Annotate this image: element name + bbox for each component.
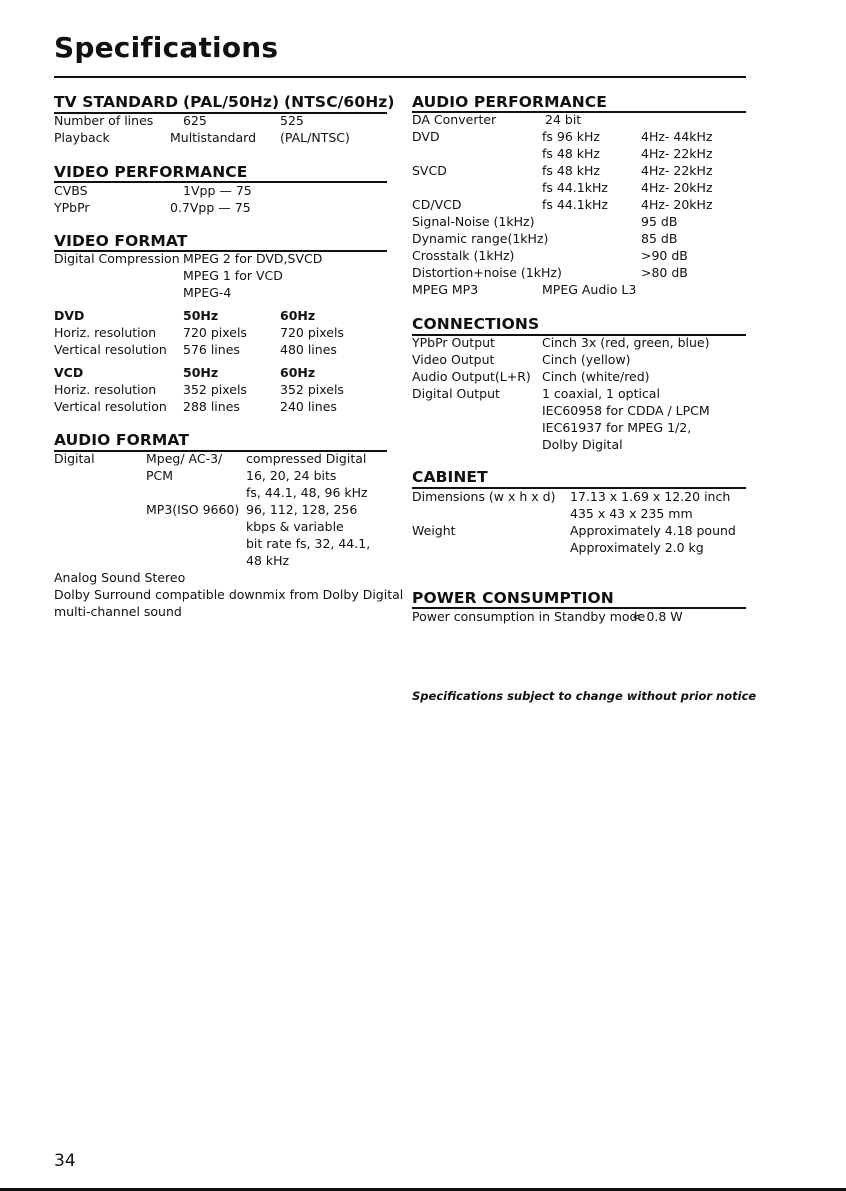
spec-label: Horiz. resolution bbox=[54, 325, 157, 340]
change-notice: Specifications subject to change without prior notice bbox=[412, 689, 757, 703]
spec-value: IEC61937 for MPEG 1/2, bbox=[542, 420, 692, 435]
format-desc: kbps & variable bbox=[246, 519, 344, 534]
dolby-note: Dolby Surround compatible downmix from Dolby Digital bbox=[54, 587, 404, 602]
spec-value: IEC60958 for CDDA / LPCM bbox=[542, 403, 710, 418]
spec-label: CVBS bbox=[54, 183, 88, 198]
audio-performance-heading: AUDIO PERFORMANCE bbox=[412, 93, 607, 111]
vcd-col2: 60Hz bbox=[280, 365, 316, 380]
spec-label: Crosstalk (1kHz) bbox=[412, 248, 515, 263]
spec-value: 720 pixels bbox=[183, 325, 247, 340]
spec-value: MPEG-4 bbox=[183, 285, 232, 300]
spec-value: 0.7Vpp — 75 bbox=[170, 200, 251, 215]
spec-value: 352 pixels bbox=[280, 382, 344, 397]
dvd-col1: 50Hz bbox=[183, 308, 219, 323]
spec-value: fs 96 kHz bbox=[542, 129, 600, 144]
spec-label: Vertical resolution bbox=[54, 342, 167, 357]
format-desc: 16, 20, 24 bits bbox=[246, 468, 337, 483]
power-heading: POWER CONSUMPTION bbox=[412, 589, 614, 607]
spec-value: Cinch (white/red) bbox=[542, 369, 650, 384]
spec-value: 480 lines bbox=[280, 342, 337, 357]
spec-value: 352 pixels bbox=[183, 382, 247, 397]
spec-label: Vertical resolution bbox=[54, 399, 167, 414]
vcd-label: VCD bbox=[54, 365, 84, 380]
tv-standard-col2-heading: (NTSC/60Hz) bbox=[284, 93, 395, 111]
spec-value: 720 pixels bbox=[280, 325, 344, 340]
title-divider bbox=[54, 76, 746, 78]
spec-value: fs 48 kHz bbox=[542, 163, 600, 178]
format-type: MP3(ISO 9660) bbox=[146, 502, 240, 517]
cabinet-heading: CABINET bbox=[412, 468, 488, 486]
spec-label: Audio Output(L+R) bbox=[412, 369, 531, 384]
spec-value: Approximately 2.0 kg bbox=[570, 540, 704, 555]
format-desc: bit rate fs, 32, 44.1, bbox=[246, 536, 371, 551]
spec-value: Dolby Digital bbox=[542, 437, 623, 452]
format-desc: compressed Digital bbox=[246, 451, 367, 466]
dvd-col2: 60Hz bbox=[280, 308, 316, 323]
dolby-note: multi-channel sound bbox=[54, 604, 182, 619]
spec-label: YPbPr Output bbox=[412, 335, 495, 350]
spec-value: Cinch 3x (red, green, blue) bbox=[542, 335, 710, 350]
spec-range: 4Hz- 22kHz bbox=[641, 163, 713, 178]
format-desc: fs, 44.1, 48, 96 kHz bbox=[246, 485, 368, 500]
spec-value: Approximately 4.18 pound bbox=[570, 523, 736, 538]
spec-label: YPbPr bbox=[54, 200, 90, 215]
format-desc: 48 kHz bbox=[246, 553, 290, 568]
spec-label: Horiz. resolution bbox=[54, 382, 157, 397]
spec-label: Video Output bbox=[412, 352, 495, 367]
spec-value: (PAL/NTSC) bbox=[280, 130, 350, 145]
spec-label: MPEG MP3 bbox=[412, 282, 479, 297]
spec-value: Cinch (yellow) bbox=[542, 352, 631, 367]
spec-value: 85 dB bbox=[641, 231, 678, 246]
spec-value: 435 x 43 x 235 mm bbox=[570, 506, 693, 521]
spec-value: fs 48 kHz bbox=[542, 146, 600, 161]
spec-value: 576 lines bbox=[183, 342, 240, 357]
spec-label: Power consumption in Standby mode bbox=[412, 609, 646, 624]
format-desc: 96, 112, 128, 256 bbox=[246, 502, 358, 517]
format-type: PCM bbox=[146, 468, 174, 483]
spec-label: DVD bbox=[412, 129, 440, 144]
video-performance-heading: VIDEO PERFORMANCE bbox=[54, 163, 248, 181]
spec-range: 4Hz- 20kHz bbox=[641, 180, 713, 195]
spec-label: Playback bbox=[54, 130, 110, 145]
spec-value: MPEG 1 for VCD bbox=[183, 268, 283, 283]
spec-range: 4Hz- 44kHz bbox=[641, 129, 713, 144]
vcd-col1: 50Hz bbox=[183, 365, 219, 380]
spec-label: Digital bbox=[54, 451, 95, 466]
page-number: 34 bbox=[54, 1151, 76, 1171]
spec-value: 288 lines bbox=[183, 399, 240, 414]
spec-label: Digital Output bbox=[412, 386, 500, 401]
spec-label: CD/VCD bbox=[412, 197, 462, 212]
tv-standard-heading: TV STANDARD bbox=[54, 93, 179, 111]
spec-value: >80 dB bbox=[641, 265, 688, 280]
dvd-label: DVD bbox=[54, 308, 85, 323]
spec-value: 625 bbox=[183, 113, 207, 128]
spec-value: MPEG Audio L3 bbox=[542, 282, 637, 297]
spec-value: < 0.8 W bbox=[632, 609, 683, 624]
connections-heading: CONNECTIONS bbox=[412, 315, 540, 333]
spec-label: SVCD bbox=[412, 163, 447, 178]
spec-label: Digital Compression bbox=[54, 251, 180, 266]
spec-label: Signal-Noise (1kHz) bbox=[412, 214, 535, 229]
spec-value: Multistandard bbox=[170, 130, 256, 145]
spec-value: 1 coaxial, 1 optical bbox=[542, 386, 660, 401]
spec-value: fs 44.1kHz bbox=[542, 197, 608, 212]
spec-label: Number of lines bbox=[54, 113, 154, 128]
page-title: Specifications bbox=[54, 31, 279, 64]
spec-value: >90 dB bbox=[641, 248, 688, 263]
spec-label: Distortion+noise (1kHz) bbox=[412, 265, 562, 280]
spec-range: 4Hz- 22kHz bbox=[641, 146, 713, 161]
format-type: Mpeg/ AC-3/ bbox=[146, 451, 223, 466]
spec-value: 525 bbox=[280, 113, 304, 128]
spec-value: 1Vpp — 75 bbox=[183, 183, 252, 198]
spec-value: 240 lines bbox=[280, 399, 337, 414]
spec-value: 95 dB bbox=[641, 214, 678, 229]
video-format-heading: VIDEO FORMAT bbox=[54, 232, 188, 250]
analog-sound: Analog Sound Stereo bbox=[54, 570, 186, 585]
spec-value: 17.13 x 1.69 x 12.20 inch bbox=[570, 489, 731, 504]
spec-value: fs 44.1kHz bbox=[542, 180, 608, 195]
spec-range: 4Hz- 20kHz bbox=[641, 197, 713, 212]
tv-standard-col1-heading: (PAL/50Hz) bbox=[183, 93, 280, 111]
spec-label: Dynamic range(1kHz) bbox=[412, 231, 549, 246]
spec-value: 24 bit bbox=[545, 112, 582, 127]
spec-label: Dimensions (w x h x d) bbox=[412, 489, 556, 504]
spec-label: DA Converter bbox=[412, 112, 497, 127]
spec-label: Weight bbox=[412, 523, 456, 538]
audio-format-heading: AUDIO FORMAT bbox=[54, 431, 190, 449]
spec-value: MPEG 2 for DVD,SVCD bbox=[183, 251, 323, 266]
